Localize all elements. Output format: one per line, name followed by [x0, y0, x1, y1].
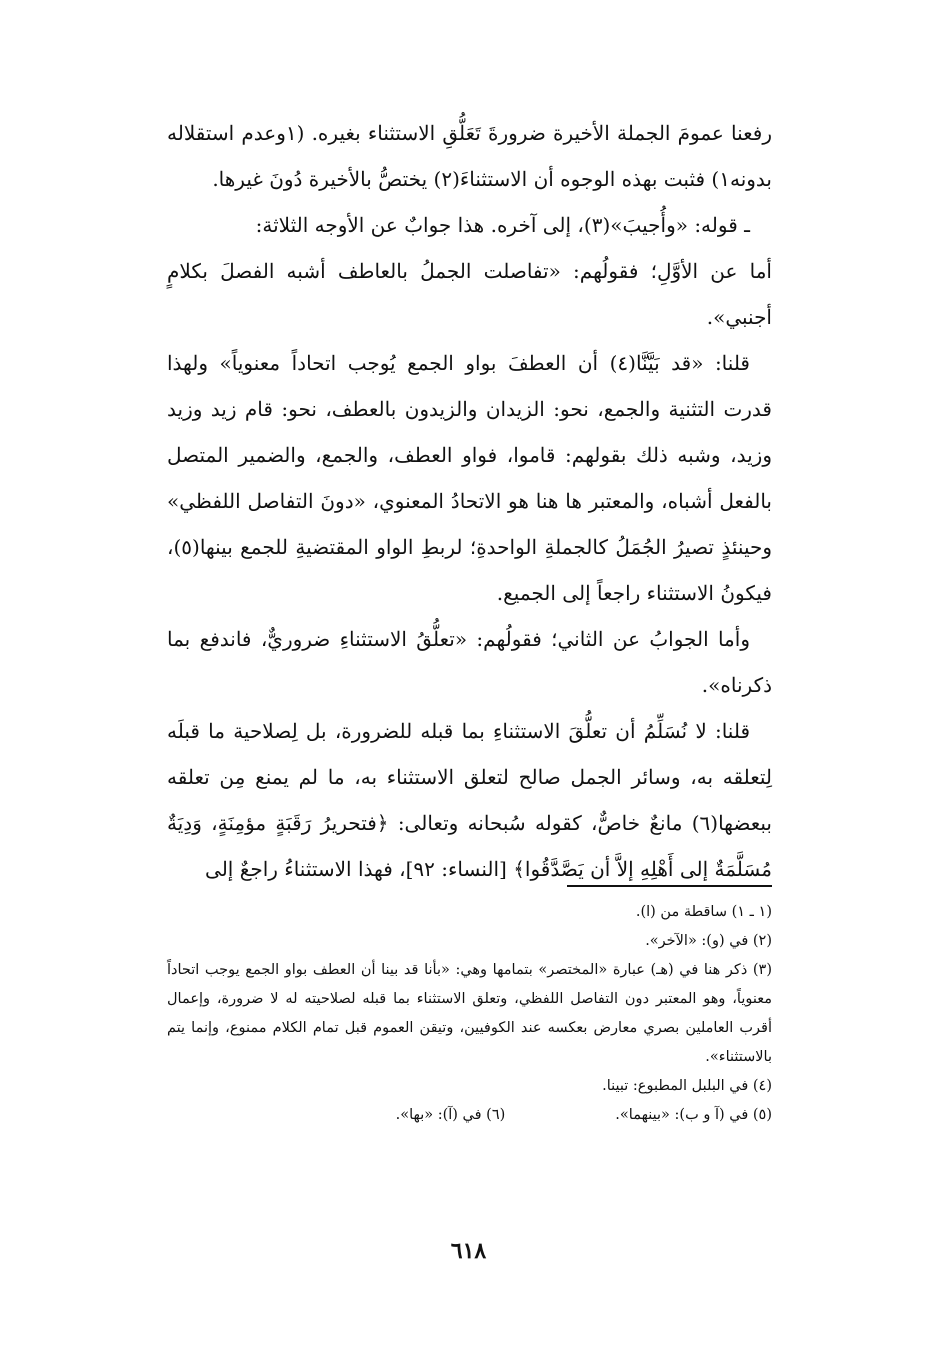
- page-body: [167, 110, 772, 892]
- footnote-3: (٣) ذكر هنا في (هـ) عبارة «المختصر» بتمامها وهي: «بأنا قد بينا أن العطف بواو الجمع يوجب اتحاداً معنوياً، وهو المعتبر دون التفاصل اللفظي، وتعلق الاستثناء بما قبله لصلاحيته له لا ضرورة، وإعمال أقرب العاملين بصري معارض بعكسه عند الكوفيين، وتيقن العموم قبل تمام الكلام ممنوع، وإنما يتم بالاستثناء».: [167, 962, 772, 1065]
- main-text: [167, 110, 772, 892]
- paragraph-6: قلنا: لا نُسَلِّمُ أن تعلُّقَ الاستثناءِ بما قبله للضرورة، بل لِصلاحية ما قبلَه لِتعلقه به، وسائر الجمل صالح لتعلق الاستثناء به، ما لم يمنع مِن تعلقه ببعضها(٦) مانعٌ خاصٌّ، كقوله سُبحانه وتعالى: ﴿فتحريرُ رَقَبَةٍ مؤمِنَةٍ، وَدِيَةٌ مُسَلَّمَةٌ إلى أَهْلِهِ إلاَّ أن يَصَّدَّقُوا﴾ [النساء: ٩٢]، فهذا الاستثناءُ راجعٌ إلى: [167, 719, 772, 881]
- footnote-1: (١ ـ ١) ساقطة من (ا).: [635, 904, 772, 920]
- footnotes: [167, 898, 772, 1130]
- footnote-5: (٥) في (آ و ب): «بينهما».: [615, 1107, 772, 1123]
- footnote-2: (٢) في (و): «الآخر».: [645, 933, 772, 949]
- paragraph-1: رفعنا عمومَ الجملة الأخيرة ضرورةَ تَعَلُّقِ الاستثناء بغيره. (١وعدم استقلاله بدونه١) فثبت بهذه الوجوه أن الاستثناءَ(٢) يختصُّ بالأخيرة دُونَ غيرها.: [167, 121, 773, 191]
- footnote-divider: [567, 885, 772, 887]
- footnote-4: (٤) في البلبل المطبوع: تبينا.: [602, 1078, 772, 1094]
- paragraph-3: أما عن الأوَّلِ؛ فقولُهم: «تفاصلت الجملُ بالعاطف أشبه الفصلَ بكلامٍ أجنبي».: [167, 259, 772, 329]
- paragraph-2: ـ قوله: «وأُجيبَ»(٣)، إلى آخره. هذا جوابٌ عن الأوجه الثلاثة:: [255, 213, 750, 237]
- paragraph-5: وأما الجوابُ عن الثاني؛ فقولُهم: «تعلُّقُ الاستثناءِ ضروريٌّ، فاندفع بما ذكرناه».: [167, 627, 772, 697]
- page-number: ٦١٨: [450, 1238, 487, 1264]
- footnote-6: (٦) في (آ): «بها».: [395, 1107, 506, 1123]
- footnote-row-5-6: [167, 1101, 772, 1130]
- paragraph-4: قلنا: «قد بَيَّنَّا(٤) أن العطفَ بواو الجمع يُوجب اتحاداً معنوياً» ولهذا قدرت التثنية والجمع، نحو: الزيدان والزيدون بالعطف، نحو: قام زيد وزيد وزيد، وشبه ذلك بقولهم: قاموا، فواو العطف، والجمع، والضمير المتصل بالفعل أشباه، والمعتبر ها هنا هو الاتحادُ المعنوي، «دونَ التفاصل اللفظي» وحينئذٍ تصيرُ الجُمَلُ كالجملةِ الواحدةِ؛ لربطِ الواو المقتضيةِ للجمع بينها(٥)، فيكونُ الاستثناء راجعاً إلى الجميع.: [167, 351, 773, 605]
